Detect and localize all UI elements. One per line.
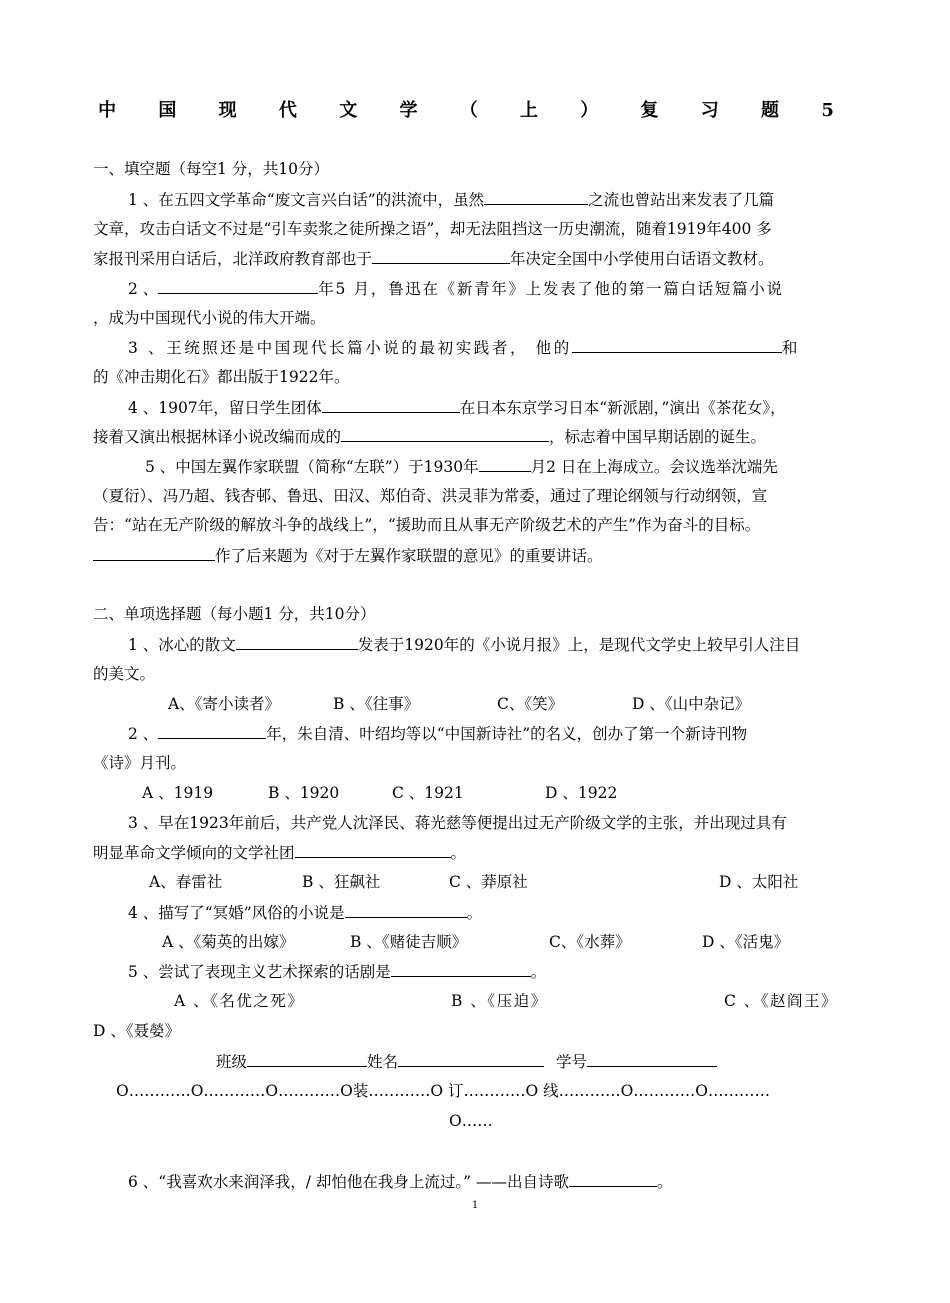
class-blank[interactable] (247, 1050, 367, 1067)
answer-blank (341, 425, 549, 442)
mc5-option-b: B 、《压迫》 (451, 992, 548, 1010)
mc1-option-b: B 、《往事》 (333, 695, 420, 713)
q3-line1: 3 、王统照还是中国现代长篇小说的最初实践者， 他的 和 (128, 336, 797, 359)
answer-blank (158, 277, 318, 294)
section1-heading: 一、填空题（每空1 分，共10分） (93, 160, 330, 178)
page-number: 1 (471, 1200, 479, 1211)
mc1-option-a: A、《寄小读者》 (168, 695, 280, 713)
mc3-option-b: B 、狂飙社 (302, 873, 381, 891)
mc4-option-d: D 、《活鬼》 (702, 933, 790, 951)
q4-line1: 4 、1907年，留日学生团体 在日本东京学习日本“新派剧，”演出《茶花女》， (128, 396, 786, 419)
mc2-option-b: B 、1920 (268, 784, 340, 802)
mc4-option-a: A 、《菊英的出嫁》 (162, 933, 295, 951)
mc1-line2: 的美文。 (93, 665, 156, 683)
mc5-option-c: C 、《赵阎王》 (724, 992, 839, 1010)
answer-blank (345, 901, 467, 918)
mc2-option-c: C 、1921 (392, 784, 464, 802)
binding-line-end: O…… (449, 1112, 493, 1130)
mc4-option-b: B 、《赌徒吉顺》 (350, 933, 468, 951)
student-info-line: 班级 姓名 学号 (216, 1050, 717, 1073)
mc5-option-a: A 、《名优之死》 (174, 992, 305, 1010)
mc3-line2: 明显革命文学倾向的文学社团 。 (93, 841, 466, 864)
q2-line2: ，成为中国现代小说的伟大开端。 (93, 309, 326, 327)
answer-blank (391, 960, 531, 977)
name-blank[interactable] (398, 1050, 544, 1067)
mc1-line1: 1 、冰心的散文 发表于1920年的《小说月报》上，是现代文学史上较早引人注目 (128, 633, 800, 656)
answer-blank (236, 633, 358, 650)
q5-line3: 告：“站在无产阶级的解放斗争的战线上”，“援助而且从事无产阶级艺术的产生”作为奋斗的目标。 (93, 516, 761, 534)
answer-blank (479, 455, 531, 472)
answer-blank (572, 336, 782, 353)
mc3-option-d: D 、太阳社 (719, 873, 799, 891)
mc1-option-c: C、《笑》 (497, 695, 564, 713)
q1-line2: 文章，攻击白话文不过是“引车卖浆之徒所操之语”，却无法阻挡这一历史潮流，随着1919年400 多 (93, 220, 772, 238)
answer-blank (322, 396, 460, 413)
answer-blank (158, 722, 266, 739)
mc1-option-d: D 、《山中杂记》 (632, 695, 751, 713)
mc2-line1: 2 、 年，朱自清、叶绍均等以“中国新诗社”的名义，创办了第一个新诗刊物 (128, 722, 747, 745)
answer-blank (93, 544, 215, 561)
id-blank[interactable] (587, 1050, 717, 1067)
mc3-option-c: C 、莽原社 (449, 873, 528, 891)
mc5-line1: 5 、尝试了表现主义艺术探索的话剧是 。 (128, 960, 546, 983)
q3-line2: 的《冲击期化石》都出版于1922年。 (93, 368, 350, 386)
q5-line2: （夏衍）、冯乃超、钱杏邨、鲁迅、田汉、郑伯奇、洪灵菲为常委，通过了理论纲领与行动纲领，宣 (93, 487, 768, 505)
q1-line3: 家报刊采用白话后，北洋政府教育部也于 年决定全国中小学使用白话语文教材。 (93, 247, 774, 270)
mc4-option-c: C、《水葬》 (549, 933, 631, 951)
mc2-option-a: A 、1919 (142, 784, 214, 802)
q2-line1: 2 、 年5 月，鲁迅在《新青年》上发表了他的第一篇白话短篇小说 (128, 277, 784, 300)
mc6-line1: 6 、“我喜欢水来润泽我，/ 却怕他在我身上流过。” ——出自诗歌 。 (128, 1170, 672, 1193)
q1-line1: 1 、在五四文学革命“废文言兴白话”的洪流中，虽然 之流也曾站出来发表了几篇 (128, 188, 774, 211)
section2-heading: 二、单项选择题（每小题1 分，共10分） (93, 605, 376, 623)
binding-line: O…………O…………O…………O装…………O 订…………O 线…………O…………O………… (116, 1082, 771, 1100)
mc2-line2: 《诗》月刊。 (93, 754, 187, 772)
mc3-option-a: A、春雷社 (149, 873, 223, 891)
answer-blank (372, 247, 510, 264)
q5-line1: 5 、中国左翼作家联盟（简称“左联”）于1930年 月2 日在上海成立。会议选举沈端先 (145, 455, 778, 478)
answer-blank (295, 841, 451, 858)
mc2-option-d: D 、1922 (545, 784, 618, 802)
answer-blank (569, 1170, 657, 1187)
exam-title: 中 国 现 代 文 学 （ 上 ） 复 习 题 5 (98, 100, 852, 121)
q5-line4: 作了后来题为《对于左翼作家联盟的意见》的重要讲话。 (93, 544, 603, 567)
answer-blank (484, 188, 588, 205)
q4-line2: 接着又演出根据林译小说改编而成的 ，标志着中国早期话剧的诞生。 (93, 425, 766, 448)
mc3-line1: 3 、早在1923年前后，共产党人沈泽民、蒋光慈等便提出过无产阶级文学的主张，并出现过具有 (128, 814, 787, 832)
mc5-option-d: D 、《聂嫈》 (93, 1022, 181, 1040)
mc4-line1: 4 、描写了“冥婚”风俗的小说是 。 (128, 901, 482, 924)
